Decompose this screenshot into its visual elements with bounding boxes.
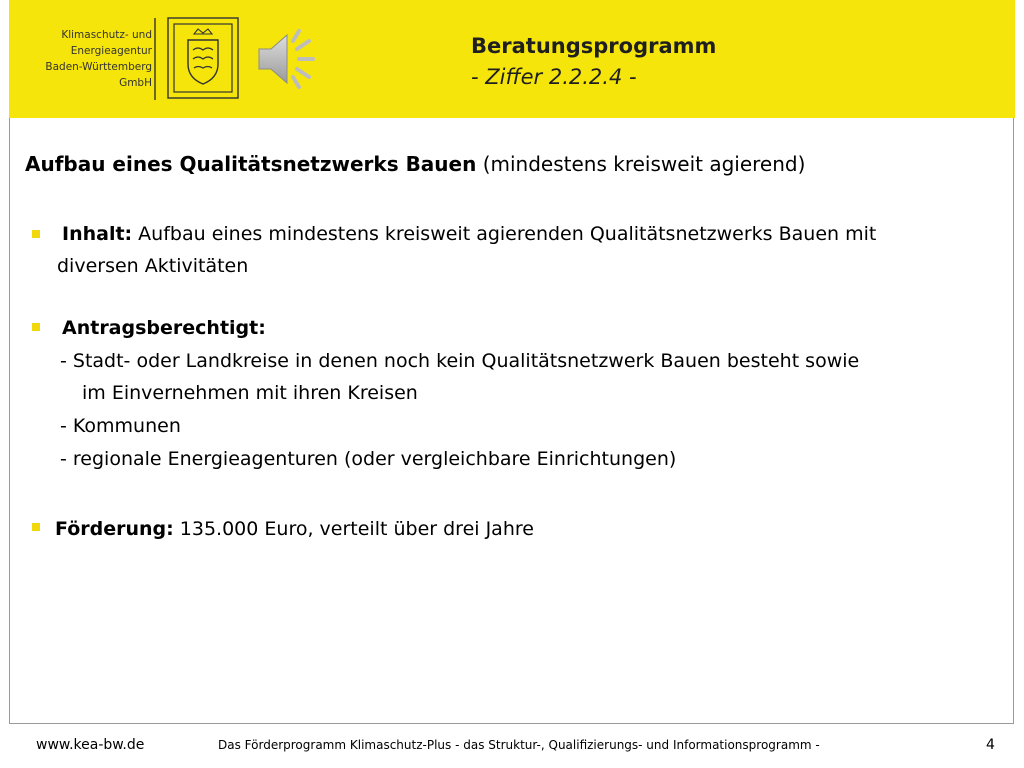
header-bar xyxy=(9,0,1015,118)
bullet-icon xyxy=(32,523,40,531)
bullet-icon xyxy=(32,230,40,238)
kea-logo xyxy=(9,0,159,118)
org-name-line: GmbH xyxy=(119,77,152,89)
footer-program: Das Förderprogramm Klimaschutz-Plus - das Struktur-, Qualifizierungs- und Informationsprogramm - xyxy=(218,738,820,752)
inhalt-label: Inhalt: xyxy=(62,223,133,245)
antrag-line-3: - Kommunen xyxy=(60,415,181,437)
slide-subtitle: - Ziffer 2.2.2.4 - xyxy=(471,65,637,89)
foerderung-label: Förderung: xyxy=(55,518,174,540)
antrag-line-1: - Stadt- oder Landkreise in denen noch kein Qualitätsnetzwerk Bauen besteht sowie xyxy=(60,350,860,372)
page-number: 4 xyxy=(986,737,995,753)
heading-rest: (mindestens kreisweit agierend) xyxy=(476,152,806,176)
logo-frame xyxy=(9,0,159,118)
foerderung-text: 135.000 Euro, verteilt über drei Jahre xyxy=(173,518,534,540)
heading-bold: Aufbau eines Qualitätsnetzwerks Bauen xyxy=(25,152,477,176)
section-heading xyxy=(25,150,805,178)
inhalt-line-2: diversen Aktivitäten xyxy=(57,255,249,277)
inhalt-text: Aufbau eines mindestens kreisweit agierenden Qualitätsnetzwerks Bauen mit xyxy=(132,223,877,245)
bullet-icon xyxy=(32,323,40,331)
org-name-line: Energieagentur xyxy=(70,45,152,57)
slide-title: Beratungsprogramm xyxy=(471,34,717,58)
inhalt-line xyxy=(62,219,876,249)
footer-url: www.kea-bw.de xyxy=(36,737,145,753)
foerderung-line xyxy=(55,514,534,544)
speaker-icon[interactable] xyxy=(253,27,323,91)
org-name-line: Baden-Württemberg xyxy=(45,61,152,73)
coat-of-arms-icon xyxy=(164,16,242,100)
content-panel xyxy=(9,118,1014,724)
antrag-label: Antragsberechtigt: xyxy=(62,317,266,339)
antrag-line-2: im Einvernehmen mit ihren Kreisen xyxy=(82,382,418,404)
org-name-line: Klimaschutz- und xyxy=(61,29,152,41)
antrag-line-4: - regionale Energieagenturen (oder vergleichbare Einrichtungen) xyxy=(60,448,677,470)
